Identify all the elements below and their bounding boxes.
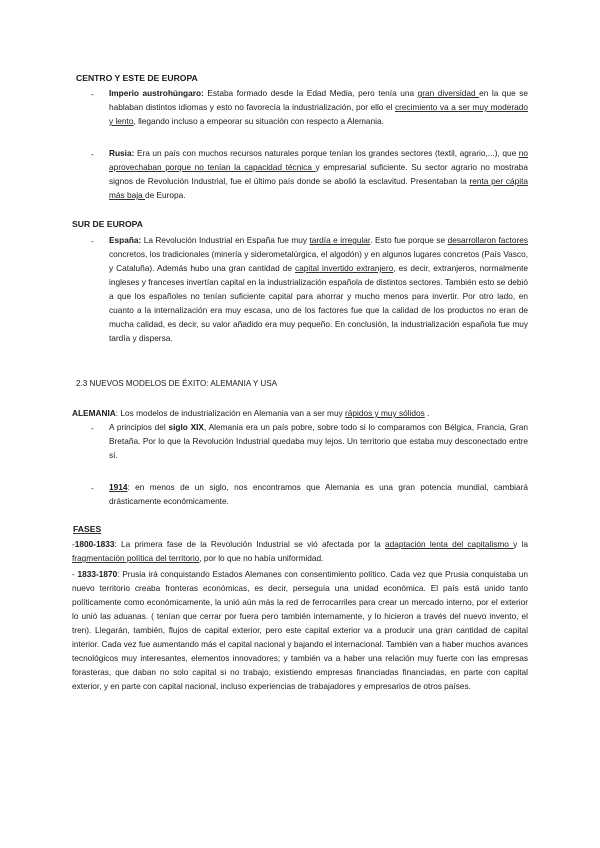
underlined-text: rápidos y muy sólidos [345, 408, 425, 418]
heading-fases: FASES [73, 524, 102, 534]
bullet-dash: - [91, 149, 94, 159]
text: La Revolución Industrial en España fue muy [141, 235, 310, 245]
underlined-text: no aprovechaban porque no tenían la capacidad técnica [109, 148, 528, 172]
text: : La primera fase de la Revolución Industrial se vió afectada por la [114, 539, 385, 549]
paragraph-siglo-xix [109, 420, 528, 462]
underlined-text: capital invertido extranjero [295, 263, 394, 273]
bullet-dash: - [91, 483, 94, 493]
heading-centro-este: CENTRO Y ESTE DE EUROPA [76, 73, 198, 83]
text: y empresarial suficiente. Su sector agrario no mostraba signos de Revolución Industrial, fue el último país donde se abolió la esclavitud. Presentaban la [109, 162, 528, 186]
underlined-text: desarrollaron factores [447, 235, 528, 245]
paragraph-imperio [109, 86, 528, 128]
text: , Alemania era un país pobre, sobre todo si lo comparamos con Bélgica, Francia, Gran Bretaña. Por lo que la Revolución Industrial quedaba muy lejos. Un territorio que estaba muy desconectado entre sí. [109, 422, 528, 460]
text: de Europa. [144, 190, 186, 200]
paragraph-alemania [72, 406, 532, 420]
label-rusia: Rusia: [109, 148, 135, 158]
underlined-text: renta per cápita más baja [109, 176, 528, 200]
heading-nuevos-modelos: 2.3 NUEVOS MODELOS DE ÉXITO: ALEMANIA Y USA [76, 379, 278, 388]
text: , llegando incluso a empeorar su situación con respecto a Alemania. [133, 116, 384, 126]
bullet-dash: - [91, 236, 94, 246]
heading-sur: SUR DE EUROPA [72, 219, 143, 229]
label-alemania: ALEMANIA [72, 408, 116, 418]
label-imperio: Imperio austrohúngaro: [109, 88, 204, 98]
text: , por lo que no había uniformidad. [199, 553, 324, 563]
bullet-dash: - [91, 89, 94, 99]
bullet-dash: - [91, 423, 94, 433]
text: A principios del [109, 422, 169, 432]
paragraph-1914 [109, 480, 528, 508]
text: concretos, los tradicionales (minería y siderometalúrgica, el algodón) y en algunos lugares concretos (País Vasco, y Cataluña). Además hubo una gran cantidad de [109, 249, 528, 273]
text: , es decir, extranjeros, normalmente ingleses y franceses invertían capital en la industrialización española de distintos sectores. También esto se debió a que los españoles no tenían suficiente capital para ahorrar y mucho menos para invertir. Por otro lado, en cuanto a la internalización era muy escasa, uno de los factores fue que la calidad de los productos no eran de mucha calidad, es decir, su valor añadido era muy pequeño. En conclusión, la industrialización española fue muy tardía y dispersa. [109, 263, 528, 343]
paragraph-fase-1: -1800-1833: La primera fase de la Revolución Industrial se vió afectada por la adaptación lenta del capitalismo y la fragmentación política del territorio, por lo que no había uniformidad. [72, 539, 528, 563]
bold-text: siglo XIX [168, 422, 204, 432]
text: Estaba formado desde la Edad Media, pero tenía una [203, 88, 418, 98]
label-fase-2: 1833-1870 [77, 569, 118, 579]
text: Era un país con muchos recursos naturales porque tenían los grandes sectores (textil, agrario,...), que [134, 148, 519, 158]
text: . Esto fue porque se [370, 235, 448, 245]
paragraph-rusia [109, 146, 528, 202]
underlined-text: tardía e irregular [309, 235, 371, 245]
text: : Los modelos de industrialización en Alemania van a ser muy [115, 408, 346, 418]
text: . [424, 408, 430, 418]
bold-text: 1914 [109, 482, 128, 492]
underlined-text: adaptación lenta del capitalismo [385, 539, 514, 549]
label-espana: España: [109, 235, 142, 245]
text: en la que se hablaban distintos idiomas y esto no favorecía la industrialización, por ello el [109, 88, 528, 112]
paragraph-fase-2: - 1833-1870: Prusia irá conquistando Estados Alemanes con consentimiento político. Cada vez que Prusia conquistaba un nuevo territorio creaba fronteras económicas, es decir, perseguía una unidad económica. El país está unido tanto políticamente como económicamente, la unió aún más la red de ferrocarriles para crear un mercado interno, por el exterior lo unió las aduanas. ( tenían que cerrar por fuera pero también internamente, y lo hicieron a través del nuevo invento, el tren). Llegarán, también, flujos de capital exterior, pero este capital exterior va a producir una gran cantidad de capital interior. Cada vez fue aumentando más el capital nacional y bajando el internacional. También van a haber muchos avances tecnológicos muy interesantes, elementos innovadores; y también va a haber una relación muy fuerte con las empresas forasteras, que daban no solo capital si no trabajo, existiendo empresas financiadas financiadas, en parte con capital exterior, y en parte con capital nacional, incluso experiencias de trabajadores y empresarios de otros países. [72, 569, 528, 691]
text: y la [513, 539, 528, 549]
underlined-text: fragmentación política del territorio [72, 553, 200, 563]
paragraph-espana [109, 233, 528, 345]
text: : Prusia irá conquistando Estados Alemanes con consentimiento político. Cada vez que Prusia conquistaba un nuevo territorio creaba fronteras económicas, es decir, perseguía una unidad económica. El país está unido tanto políticamente como económicamente, la unió aún más la red de ferrocarriles para crear un mercado interno, por el exterior lo unió las aduanas. ( tenían que cerrar por fuera pero también internamente, y lo hicieron a través del nuevo invento, el tren). Llegarán, también, flujos de capital exterior, pero este capital exterior va a producir una gran cantidad de capital interior. Cada vez fue aumentando más el capital nacional y bajando el internacional. También van a haber muchos avances tecnológicos muy interesantes, elementos innovadores; y también va a haber una relación muy fuerte con las empresas forasteras, que daban no solo capital si no trabajo, existiendo empresas financiadas financiadas, en parte con capital exterior, y en parte con capital nacional, incluso experiencias de trabajadores y empresarios de otros países. [72, 569, 528, 691]
underlined-text: crecimiento va a ser muy moderado y lento [109, 102, 528, 126]
label-fase-1: 1800-1833 [74, 539, 115, 549]
text: : en menos de un siglo, nos encontramos que Alemania es una gran potencia mundial, cambiará drásticamente económicamente. [109, 482, 528, 506]
underlined-text: gran diversidad [417, 88, 480, 98]
